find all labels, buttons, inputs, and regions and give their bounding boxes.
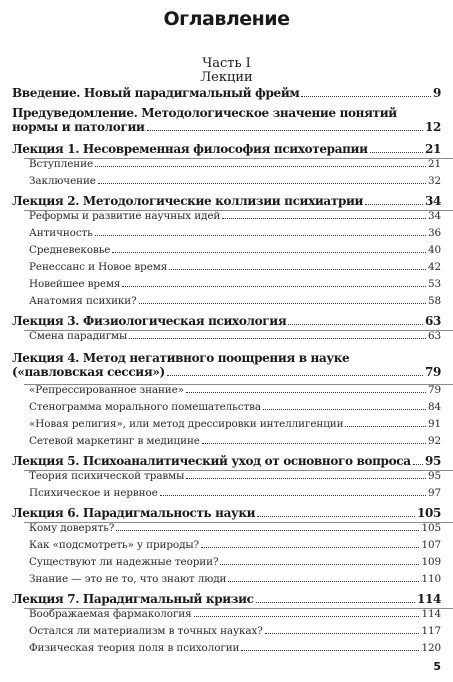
toc-entry-lecture-1[interactable] xyxy=(12,142,441,156)
toc-entry-title: Стенограмма морального помешательства xyxy=(29,401,261,413)
dot-leader xyxy=(228,581,419,582)
toc-entry-page: 92 xyxy=(427,435,441,447)
toc-entry-page: 9 xyxy=(433,86,441,100)
toc-subentry[interactable] xyxy=(12,573,441,585)
toc-entry-page: 120 xyxy=(421,642,441,654)
toc-entry-lecture-7[interactable] xyxy=(12,592,441,606)
dot-leader xyxy=(98,183,426,184)
toc-entry-title: Лекция 3. Физиологическая психология xyxy=(12,314,287,328)
toc-entry-title: Воображаемая фармакология xyxy=(29,608,192,620)
toc-entry-page: 97 xyxy=(427,487,441,499)
toc-entry-title: Ренессанс и Новое время xyxy=(29,261,168,273)
toc-entry-page: 79 xyxy=(425,365,441,379)
toc-subentry[interactable] xyxy=(12,522,441,534)
toc-subentry[interactable] xyxy=(12,210,441,222)
toc-subentry[interactable] xyxy=(12,418,441,430)
toc-entry-lecture-2[interactable] xyxy=(12,194,441,208)
dot-leader xyxy=(263,409,426,410)
dot-leader xyxy=(257,516,415,517)
dot-leader xyxy=(194,616,420,617)
toc-entry-page: 95 xyxy=(425,454,441,468)
toc-entry-page: 21 xyxy=(425,142,441,156)
toc-subentry[interactable] xyxy=(12,608,441,620)
toc-subentry[interactable] xyxy=(12,470,441,482)
toc-entry-title-line2: нормы и патологии xyxy=(12,120,145,134)
toc-subentry[interactable] xyxy=(12,227,441,239)
toc-subentry[interactable] xyxy=(12,401,441,413)
toc-subentry[interactable] xyxy=(12,435,441,447)
toc-entry-page: 107 xyxy=(421,539,441,551)
toc-entry-title-line2: («павловская сессия») xyxy=(12,365,165,379)
dot-leader xyxy=(160,495,426,496)
toc-entry-page: 114 xyxy=(417,592,441,606)
dot-leader xyxy=(112,252,426,253)
toc-entry-page: 21 xyxy=(427,158,441,170)
toc-entry-title: Знание — это не то, что знают люди xyxy=(29,573,227,585)
toc-entry-title: Психическое и нервное xyxy=(29,487,158,499)
dot-leader xyxy=(222,218,426,219)
dot-leader xyxy=(139,303,426,304)
toc-entry-title: «Репрессированное знание» xyxy=(29,384,184,396)
toc-entry-page: 36 xyxy=(427,227,441,239)
toc-subentry[interactable] xyxy=(12,556,441,568)
toc-entry-title: Античность xyxy=(29,227,93,239)
dot-leader xyxy=(220,564,419,565)
toc-entry-title-line1: Предуведомление. Методологическое значение понятий xyxy=(12,106,397,120)
dot-leader xyxy=(241,650,419,651)
toc-subentry[interactable] xyxy=(12,625,441,637)
toc-entry-title: Физическая теория поля в психологии xyxy=(29,642,240,654)
toc-entry-title: Смена парадигмы xyxy=(29,330,128,342)
toc-entry-title: Теория психической травмы xyxy=(29,470,185,482)
toc-entry-page: 79 xyxy=(427,384,441,396)
toc-entry-page: 105 xyxy=(417,506,441,520)
toc-entry-title: Средневековье xyxy=(29,244,111,256)
dot-leader xyxy=(147,130,423,131)
toc-subentry[interactable] xyxy=(12,487,441,499)
toc-subentry[interactable] xyxy=(12,261,441,273)
toc-entry-page: 42 xyxy=(427,261,441,273)
toc-entry-page: 58 xyxy=(427,295,441,307)
part-name: Лекции xyxy=(200,70,253,85)
dot-leader xyxy=(301,96,431,97)
toc-entry-introduction[interactable] xyxy=(12,86,441,100)
dot-leader xyxy=(265,633,420,634)
toc-entry-lecture-3[interactable] xyxy=(12,314,441,328)
dot-leader xyxy=(201,547,419,548)
toc-entry-lecture-4[interactable] xyxy=(12,351,441,379)
toc-subentry[interactable] xyxy=(12,278,441,290)
toc-entry-title: Вступление xyxy=(29,158,93,170)
toc-entry-page: 109 xyxy=(421,556,441,568)
toc-subentry[interactable] xyxy=(12,158,441,170)
toc-entry-page: 63 xyxy=(425,314,441,328)
dot-leader xyxy=(95,235,426,236)
toc-entry-title: Лекция 1. Несовременная философия психотерапии xyxy=(12,142,368,156)
toc-entry-page: 34 xyxy=(427,210,441,222)
toc-subentry[interactable] xyxy=(12,642,441,654)
toc-entry-title-line1: Лекция 4. Метод негативного поощрения в науке xyxy=(12,351,350,365)
toc-entry-title: Существуют ли надежные теории? xyxy=(29,556,219,568)
page-number: 5 xyxy=(433,660,441,673)
dot-leader xyxy=(202,443,426,444)
toc-entry-title: Кому доверять? xyxy=(29,522,115,534)
dot-leader xyxy=(122,286,426,287)
toc-entry-title: «Новая религия», или метод дрессировки интеллигенции xyxy=(29,418,344,430)
page-title: Оглавление xyxy=(163,8,290,30)
dot-leader xyxy=(95,166,426,167)
dot-leader xyxy=(288,324,423,325)
toc-entry-page: 117 xyxy=(421,625,441,637)
toc-entry-page: 105 xyxy=(421,522,441,534)
toc-subentry[interactable] xyxy=(12,330,441,342)
toc-entry-title: Лекция 2. Методологические коллизии психиатрии xyxy=(12,194,364,208)
toc-entry-page: 53 xyxy=(427,278,441,290)
dot-leader xyxy=(167,375,423,376)
toc-entry-page: 40 xyxy=(427,244,441,256)
toc-subentry[interactable] xyxy=(12,244,441,256)
dot-leader xyxy=(345,426,426,427)
toc-entry-page: 12 xyxy=(425,120,441,134)
toc-subentry[interactable] xyxy=(12,384,441,396)
dot-leader xyxy=(186,478,426,479)
toc-entry-title: Реформы и развитие научных идей xyxy=(29,210,221,222)
toc-entry-page: 91 xyxy=(427,418,441,430)
toc-subentry[interactable] xyxy=(12,295,441,307)
toc-subentry[interactable] xyxy=(12,539,441,551)
toc-entry-preface[interactable] xyxy=(12,106,441,134)
toc-entry-title: Введение. Новый парадигмальный фрейм xyxy=(12,86,300,100)
toc-entry-title: Лекция 5. Психоаналитический уход от основного вопроса xyxy=(12,454,411,468)
toc-entry-lecture-6[interactable] xyxy=(12,506,441,520)
toc-entry-title: Остался ли материализм в точных науках? xyxy=(29,625,263,637)
toc-entry-title: Новейшее время xyxy=(29,278,121,290)
toc-entry-page: 34 xyxy=(425,194,441,208)
dot-leader xyxy=(116,530,419,531)
dot-leader xyxy=(256,602,415,603)
dot-leader xyxy=(370,152,423,153)
toc-entry-page: 32 xyxy=(427,175,441,187)
dot-leader xyxy=(413,464,423,465)
toc-entry-page: 63 xyxy=(427,330,441,342)
toc-entry-title: Сетевой маркетинг в медицине xyxy=(29,435,200,447)
dot-leader xyxy=(186,392,426,393)
toc-entry-page: 84 xyxy=(427,401,441,413)
toc-entry-page: 95 xyxy=(427,470,441,482)
toc-entry-title: Как «подсмотреть» у природы? xyxy=(29,539,200,551)
dot-leader xyxy=(365,204,423,205)
toc-entry-lecture-5[interactable] xyxy=(12,454,441,468)
toc-entry-title: Заключение xyxy=(29,175,96,187)
toc-subentry[interactable] xyxy=(12,175,441,187)
toc-entry-title: Анатомия психики? xyxy=(29,295,137,307)
toc-entry-title: Лекция 6. Парадигмальность науки xyxy=(12,506,256,520)
dot-leader xyxy=(129,338,426,339)
toc-entry-title: Лекция 7. Парадигмальный кризис xyxy=(12,592,254,606)
part-number: Часть I xyxy=(202,56,251,71)
toc-entry-page: 114 xyxy=(421,608,441,620)
dot-leader xyxy=(169,269,426,270)
toc-entry-page: 110 xyxy=(421,573,441,585)
